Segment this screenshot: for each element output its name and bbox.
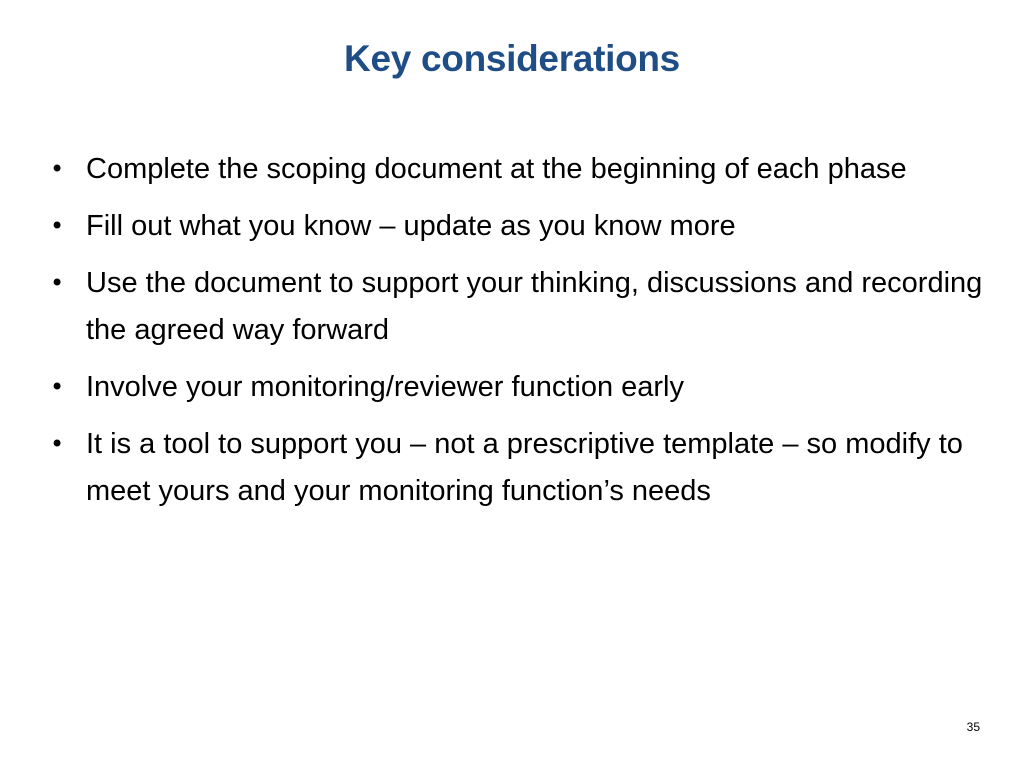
bullet-text: Involve your monitoring/reviewer function early [86,371,684,403]
page-number: 35 [966,720,980,734]
slide-title: Key considerations [344,38,680,79]
bullet-icon: • [50,212,65,240]
bullet-item [46,146,986,193]
bullet-icon: • [50,155,65,183]
bullet-text: It is a tool to support you – not a prescriptive template – so modify to meet yours and your monitoring function’s needs [86,428,963,507]
bullet-item [46,203,986,250]
bullet-text: Fill out what you know – update as you know more [86,210,736,242]
bullet-icon: • [50,269,65,297]
bullet-list [46,146,986,525]
bullet-icon: • [50,430,65,458]
bullet-item [46,421,986,515]
bullet-item [46,364,986,411]
bullet-item [46,260,986,354]
bullet-text: Use the document to support your thinking, discussions and recording the agreed way forward [86,267,983,346]
bullet-text: Complete the scoping document at the beginning of each phase [86,153,907,185]
bullet-icon: • [50,373,65,401]
